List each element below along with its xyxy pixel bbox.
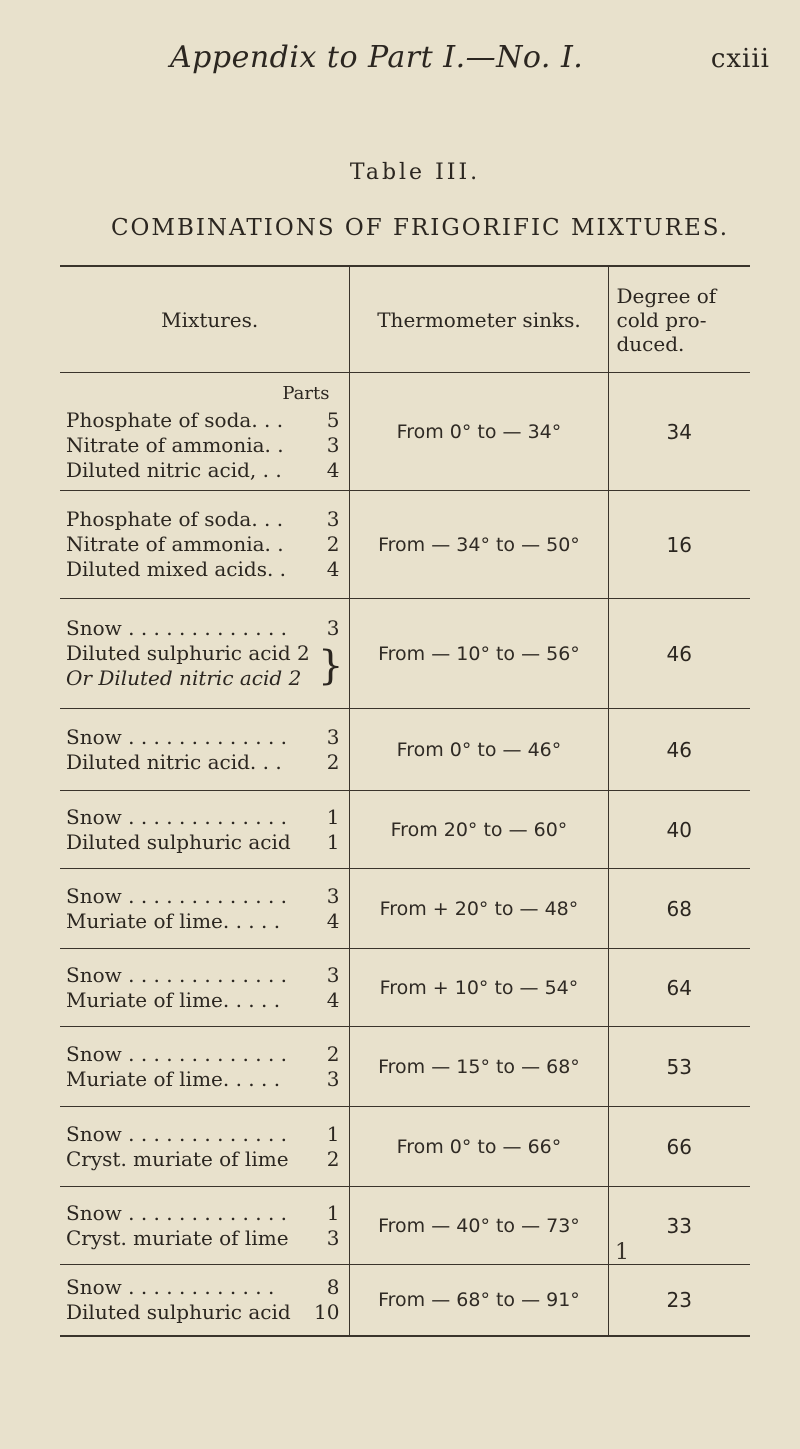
alternative-ingredients — [66, 641, 343, 691]
ingredient-name: Snow . . . . . . . . . . . . . — [66, 1200, 288, 1225]
table-row — [60, 709, 750, 791]
ingredient-name: Snow . . . . . . . . . . . . . — [66, 962, 288, 987]
thermometer-cell: From — 10° to — 56° — [350, 599, 608, 709]
mixture-cell — [60, 1107, 350, 1187]
ingredient-name: Muriate of lime. . . . . — [66, 1066, 281, 1091]
running-head: Appendix to Part I.—No. I. — [170, 40, 584, 75]
ingredient-line — [66, 616, 343, 641]
ingredient-parts: 4 — [326, 557, 340, 581]
header-mixtures: Mixtures. — [60, 267, 350, 373]
ingredient-line — [66, 1042, 343, 1067]
table-row — [60, 949, 750, 1027]
thermometer-cell: From 20° to — 60° — [350, 791, 608, 869]
ingredient-name: Muriate of lime. . . . . — [66, 908, 281, 933]
ingredient-line — [66, 433, 343, 458]
ingredient-parts: 4 — [326, 987, 340, 1012]
thermometer-cell: From 0° to — 46° — [350, 709, 608, 791]
mixture-cell — [60, 1187, 350, 1265]
page-header — [0, 40, 800, 90]
ingredient-line — [66, 408, 343, 433]
degree-cell: 46 — [608, 709, 750, 791]
mixture-cell — [60, 709, 350, 791]
degree-cell: 33 — [608, 1187, 750, 1265]
ingredient-line — [66, 750, 343, 775]
ingredient-parts: 10 — [313, 1299, 340, 1324]
ingredient-parts: 1 — [326, 804, 340, 829]
ingredient-parts: 2 — [326, 1146, 340, 1171]
table-row — [60, 869, 750, 949]
alternative-ingredient-line: Or Diluted nitric acid 2 — [66, 666, 302, 690]
alternative-ingredient-line: Diluted sulphuric acid 2 — [66, 641, 310, 665]
table-row — [60, 599, 750, 709]
table-row — [60, 491, 750, 599]
ingredient-line — [66, 830, 343, 855]
ingredient-name: Cryst. muriate of lime — [66, 1225, 289, 1250]
thermometer-cell: From — 40° to — 73° — [350, 1187, 608, 1265]
degree-cell: 40 — [608, 791, 750, 869]
mixture-cell — [60, 599, 350, 709]
ingredient-parts: 8 — [326, 1274, 340, 1299]
thermometer-cell: From 0° to — 34° — [350, 373, 608, 491]
degree-cell: 46 — [608, 599, 750, 709]
header-thermometer: Thermometer sinks. — [350, 267, 608, 373]
mixture-cell — [60, 949, 350, 1027]
ingredient-line — [66, 507, 343, 532]
frigorific-table — [60, 265, 750, 1337]
ingredient-line — [66, 884, 343, 909]
table-row — [60, 1107, 750, 1187]
degree-cell: 16 — [608, 491, 750, 599]
ingredient-line — [66, 458, 343, 483]
thermometer-cell: From + 20° to — 48° — [350, 869, 608, 949]
ingredient-name: Snow . . . . . . . . . . . . . — [66, 616, 288, 640]
ingredient-name: Diluted nitric acid. . . — [66, 749, 282, 774]
thermometer-cell: From + 10° to — 54° — [350, 949, 608, 1027]
ingredient-name: Cryst. muriate of lime — [66, 1146, 289, 1171]
ingredient-parts: 4 — [326, 908, 340, 933]
ingredient-parts: 4 — [326, 457, 340, 482]
degree-cell: 66 — [608, 1107, 750, 1187]
ingredient-parts: 3 — [326, 432, 340, 457]
ingredient-parts: 1 — [326, 1121, 340, 1146]
ingredient-name: Phosphate of soda. . . — [66, 407, 284, 432]
ingredient-parts: 3 — [326, 724, 340, 749]
table-header-row — [60, 267, 750, 373]
table-label: Table III. — [349, 160, 481, 185]
ingredient-name: Diluted sulphuric acid — [66, 829, 291, 854]
thermometer-cell: From 0° to — 66° — [350, 1107, 608, 1187]
mixture-cell — [60, 373, 350, 491]
ingredient-name: Nitrate of ammonia. . — [66, 532, 284, 556]
ingredient-parts: 3 — [326, 616, 340, 640]
ingredient-name: Snow . . . . . . . . . . . . . — [66, 1121, 288, 1146]
ingredient-name: Snow . . . . . . . . . . . . . — [66, 883, 288, 908]
ingredient-name: Snow . . . . . . . . . . . . — [66, 1274, 275, 1299]
ingredient-line — [66, 725, 343, 750]
ingredient-parts: 2 — [326, 1041, 340, 1066]
mixture-cell — [60, 869, 350, 949]
table-row — [60, 1187, 750, 1265]
ingredient-line — [66, 1067, 343, 1092]
ingredient-line — [66, 557, 343, 582]
degree-cell: 34 — [608, 373, 750, 491]
ingredient-name: Snow . . . . . . . . . . . . . — [66, 724, 288, 749]
mixture-cell — [60, 1265, 350, 1335]
ingredient-parts: 3 — [326, 507, 340, 531]
table-title: COMBINATIONS OF FRIGORIFIC MIXTURES. — [110, 215, 730, 241]
thermometer-cell: From — 34° to — 50° — [350, 491, 608, 599]
table-row — [60, 1265, 750, 1335]
ingredient-line — [66, 532, 343, 557]
table-row — [60, 373, 750, 491]
ingredient-line — [66, 1226, 343, 1251]
ingredient-name: Muriate of lime. . . . . — [66, 987, 281, 1012]
mixture-cell — [60, 491, 350, 599]
ingredient-line — [66, 988, 343, 1013]
degree-cell: 53 — [608, 1027, 750, 1107]
ingredient-parts: 2 — [326, 749, 340, 774]
table-row — [60, 1027, 750, 1107]
ingredient-name: Diluted nitric acid, . . — [66, 457, 282, 482]
ingredient-parts: 3 — [326, 1066, 340, 1091]
mixture-cell — [60, 1027, 350, 1107]
brace-glyph: } — [317, 643, 344, 689]
ingredient-name: Phosphate of soda. . . — [66, 507, 284, 531]
degree-cell: 64 — [608, 949, 750, 1027]
ingredient-parts: 1 — [326, 1200, 340, 1225]
table-row — [60, 791, 750, 869]
ingredient-name: Diluted sulphuric acid — [66, 1299, 291, 1324]
ingredient-name: Nitrate of ammonia. . — [66, 432, 284, 457]
thermometer-cell: From — 15° to — 68° — [350, 1027, 608, 1107]
ingredient-line — [66, 963, 343, 988]
ingredient-parts: 5 — [326, 407, 340, 432]
mixture-cell — [60, 791, 350, 869]
page-number: cxiii — [710, 44, 770, 74]
degree-cell: 23 — [666, 1287, 692, 1312]
ingredient-line — [66, 1201, 343, 1226]
parts-label: Parts — [282, 382, 330, 404]
ingredient-line — [66, 1275, 343, 1300]
ingredient-parts: 3 — [326, 962, 340, 987]
ingredient-parts: 1 — [326, 829, 340, 854]
ingredient-parts: 3 — [326, 883, 340, 908]
header-degree: Degree of cold pro- duced. — [608, 267, 750, 373]
ingredient-parts: 3 — [326, 1225, 340, 1250]
ingredient-line — [66, 805, 343, 830]
thermometer-cell: From — 68° to — 91° — [350, 1265, 608, 1335]
footer-mark: 1 — [615, 1240, 629, 1265]
ingredient-name: Snow . . . . . . . . . . . . . — [66, 1041, 288, 1066]
degree-cell: 68 — [608, 869, 750, 949]
ingredient-name: Snow . . . . . . . . . . . . . — [66, 804, 288, 829]
ingredient-line — [66, 1300, 343, 1325]
ingredient-line — [66, 1122, 343, 1147]
ingredient-name: Diluted mixed acids. . — [66, 557, 287, 581]
ingredient-line — [66, 1147, 343, 1172]
ingredient-line — [66, 909, 343, 934]
ingredient-parts: 2 — [326, 532, 340, 556]
